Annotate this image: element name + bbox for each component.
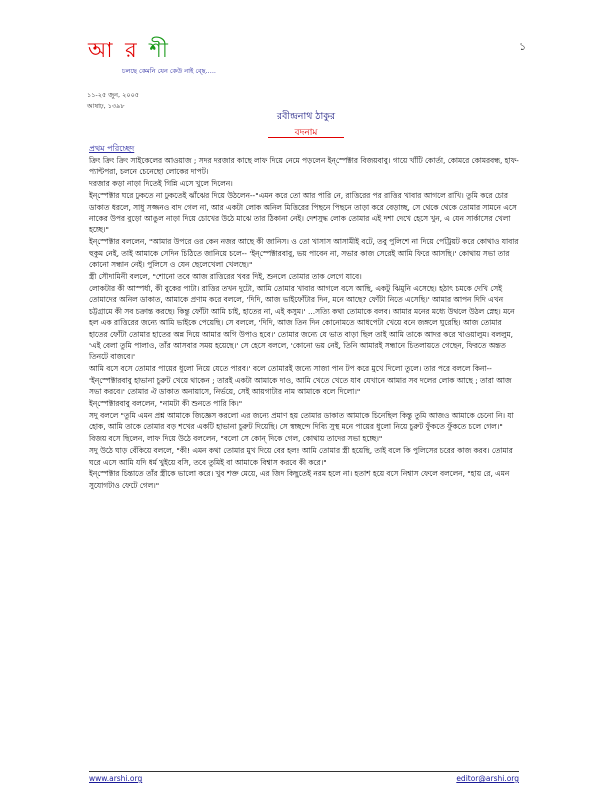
paragraph: ক্রিং ক্রিং ক্রিং সাইকেলের আওয়াজ ; সদর দরজার কাছে লাফ দিয়ে নেমে পড়লেন ইন্‌স্পেক্টার বিজয়বাবু। গায়ে খাঁটি কোর্তা, কোমরে কোমরবন্ধ, হাফ-প্যান্টপরা, চলনে চেনেছো লোকের দাপট।	[89, 156, 519, 177]
paragraph: ইন্‌স্পেক্টার বললেন, "আমার উপরে ওর কেন নজর আছে কী জানিস। ও তো খাসাস আসামীই বটে, তবু পুলিশে না দিয়ে পেট্রিয়ট করে কোথাও যাবার হুকুম নেই, তাই আমাকে সেদিন চিঠিতে জানিয়ে চলে-- 'ইন্‌স্পেক্টারবাবু, ভয় পাবেন না, সভার কাজ সেরেই আমি ফিরে আসছি।' কোথায় সভা তার কোনো সন্ধান নেই। পুলিসে ও যেন ছেলেখেলা খেলছে।"	[89, 237, 519, 270]
title-underline	[268, 137, 344, 138]
footer-divider	[89, 771, 519, 772]
email-link[interactable]: editor@arshi.org	[456, 774, 519, 783]
paragraph: ইন্‌স্পেক্টারবাবু বললেন, "নামটা কী শুনতে পারি কি।"	[89, 399, 243, 409]
paragraph: লোকটার কী আস্পর্ধা, কী বুকের পাটা। রাত্তির তখন দুটো, আমি তোমার খাবার আগলে বসে আছি, একটু ঝিমুনি এসেছে। হঠাৎ চমকে দেখি সেই তোমাদের অনিল ডাকাত, আমাকে প্রণাম করে বললে, 'দিদি, আজ ভাইফোঁটার দিন, মনে আছে? ফোঁটা নিতে এসেছি।' আমার আপন দিদি এখন চট্টগ্রামে কী সব চক্রান্ত করছে। কিন্তু ফোঁটা আমি চাই, হাতের না, এই কসুম।' ...সত্যি কথা তোমাকে বলব। আমার মনের মধ্যে উথলে উঠল স্নেহ। মনে হল এক রাত্তিরের জন্যে আমি ভাইকে পেয়েছি। সে বললে, 'দিদি, আজ তিন দিন কোনোমতে আধপেটা খেয়ে বনে জঙ্গলে ঘুরেছি। আজ তোমার হাতের ফোঁটা তোমার হাতের অন্ন দিয়ে আমার অগি উপাও হবে।' তোমার জন্যে যে ভাত বাড়া ছিল তাই আমি তাকে আদর করে খাওয়ালুম। বললুম, 'এই বেলা তুমি পালাও, তাঁর আসবার সময় হয়েছে।' সে হেসে বললে, 'কোনো ভয় নেই, তিনি আমারই সন্ধানে চিতলায়তে গেছেন, ফিরতে অন্তত তিনটে বাজবে।'	[89, 283, 515, 362]
magazine-tagline: চলছে কেমনি যেন কেউ নাই ব্ছে.....	[122, 67, 216, 75]
issue-month: আষাঢ়, ১৩৯৮	[87, 102, 125, 110]
paragraph: দরজার কড়া নাড়া দিতেই গিন্নি এসে খুলে দিলেন।	[89, 179, 233, 189]
paragraph: আমি বসে বসে তোমার পায়ের ধুলো নিয়ে যেতে পারব।' বলে তোমারই জন্যে সাজা পান টপ করে মুখে দিলো তুলে। তার পরে বললে কিনা--'ইন্‌স্পেক্টারবাবু হাভানা চুরুট খেয়ে থাকেন ; তারই একটা আমাকে দাও, আমি খেতে খেতে যাব যেখানে আমার সব দলের লোক আছে ; তারা আজ সভা করবে।' তোমার ঐ ডাকাত অনায়াসে, নির্ভয়ে, সেই আয়গাটার নাম আমাকে বলে দিলো।"	[89, 364, 512, 397]
paragraph: সদু বললে "তুমি এমন প্রশ্ন আমাকে জিজ্ঞেস করলো এর জন্যে প্রমাণ হয় তোমার ডাকাত আমাকে চিনেছিল কিন্তু তুমি আজও আমাকে চেনো নি। যা হোক, আমি তাকে তোমার বড় শখের একটি হাভানা চুরুট দিয়েছি। সে স্বচ্ছন্দে দিব্যি সুস্থ মনে পায়ের ধুলো নিয়ে চুরুট ফুঁকতে ফুঁকতে চলে গেল।"	[89, 410, 514, 432]
paragraph: ইন্‌স্পেক্টার ঘরে ঢুকতে না ঢুকতেই ঝাঁঝের দিয়ে উঠলেন--"এমন করে তো আর পারি নে, রাত্তিরের পর রাত্তির খাবার আগলে রাখি। তুমি করে চোর ডাকাত ধরলে, সাধু সজ্জনও বাদ গেল না, আর একটা লোক অনিল মিত্তিরের পিছনে পিছনে তাড়া করে বেড়াচ্ছ, সে থেকে থেকে তোমার সামনে এসে নাকের উপর বুড়ো আঙুল নাড়া দিয়ে চোখের উঠে মাঝে তার ঠিকানা নেই। দেশসুদ্ধ লোক তোমার এই দশা দেখে হেসে খুন, এ যেন সার্কাসের খেলা হচ্ছে।"	[89, 191, 517, 235]
paragraph: স্ত্রী সৌদামিনী বললে, "শোনো তবে আজ রাত্তিরের খবর দিই, শুনলে তোমার তাক লেগে যাবে।	[89, 272, 362, 282]
paragraph: সদু উঠে ঘাড় বেঁকিয়ে বললে, "কী! এমন কথা তোমার মুখ দিয়ে বের হল! আমি তোমার স্ত্রী হয়েছি, তাই বলে কি পুলিসের চরের কাজ করব। তোমার ঘরে এসে আমি যদি ধর্ম খুইয়ে বসি, তবে তুমিই বা আমাকে বিশ্বাস করবে কী করে।"	[89, 446, 513, 467]
page-number: ১	[519, 40, 527, 53]
magazine-logo	[88, 38, 171, 62]
story-body	[89, 155, 519, 492]
logo-part-green: শী	[149, 38, 171, 62]
website-link[interactable]: www.arshi.org	[89, 774, 143, 783]
issue-date: ১১-২৫ জুন, ২০০৫	[87, 91, 140, 99]
story-title: বদনাম	[294, 128, 318, 138]
paragraph: বিজয় বসে ছিলেন, লাফ দিয়ে উঠে বললেন, "বলো সে কোন্‌ দিকে গেল, কোথায় তাদের সভা হচ্ছে।"	[89, 434, 383, 444]
story-author: রবীন্দ্রনাথ ঠাকুর	[276, 111, 336, 122]
logo-part-red: আ র	[88, 38, 140, 62]
chapter-heading: প্রথম পরিচ্ছেদ	[89, 144, 135, 153]
paragraph: ইন্‌স্পেক্টার চিন্তাতে তাঁর স্ত্রীকে ভালো করে। খুব শক্ত মেয়ে, এর জিদ কিছুতেই নরম হলে না। হতাশ হয়ে বসে নিশ্বাস ফেলে বললেন, "হায় রে, এমন সুযোগটাও ফেটে গেল।"	[89, 469, 510, 490]
